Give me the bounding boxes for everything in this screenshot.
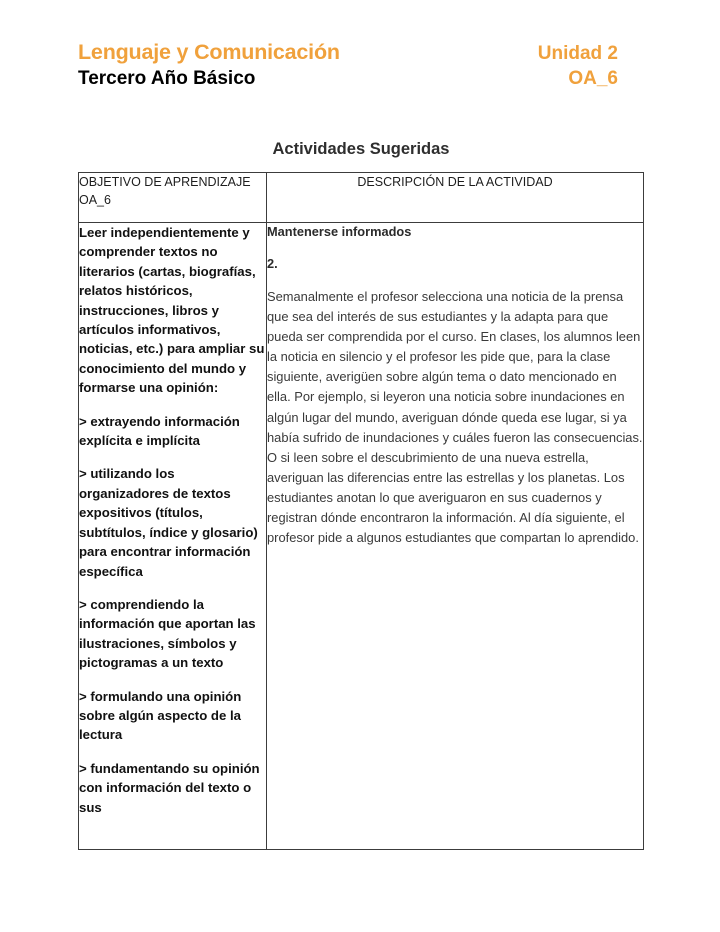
objective-paragraph: > comprendiendo la información que aportan las ilustraciones, símbolos y pictogramas a un texto <box>79 596 256 671</box>
subject-title: Lenguaje y Comunicación <box>78 40 340 64</box>
page-title: Actividades Sugeridas <box>272 140 450 158</box>
activities-table <box>78 172 644 850</box>
description-cell <box>267 223 644 850</box>
table-header-row <box>79 173 644 223</box>
activity-body-text: Semanalmente el profesor selecciona una noticia de la prensa que sea del interés de sus estudiantes y la adapta para que pueda ser comprendida por el curso. En clases, los alumnos leen la noticia en silencio y el profesor les pide que, para la clase siguiente, averigüen sobre algún tema o dato mencionado en ella. Por ejemplo, si leyeron una noticia sobre inundaciones en algún lugar del mundo, averiguan dónde queda ese lugar, si ya había sufrido de inundaciones y cuáles fueron las consecuencias. O si leen sobre el descubrimiento de una nueva estrella, averiguan las diferencias entre las estrellas y los planetas. Los estudiantes anotan lo que averiguaron en sus cuadernos y registran dónde encontraron la información. Al día siguiente, el profesor pide a algunos estudiantes que compartan lo aprendido. <box>267 288 643 546</box>
objective-paragraph: > utilizando los organizadores de textos expositivos (títulos, subtítulos, índice y glosario) para encontrar información específica <box>79 466 258 579</box>
objective-paragraph: > extrayendo información explícita e implícita <box>79 413 240 449</box>
objective-cell <box>79 223 267 850</box>
grade-title: Tercero Año Básico <box>78 68 256 90</box>
column-header-objective: OBJETIVO DE APRENDIZAJE OA_6 <box>79 173 267 223</box>
objective-paragraph: Leer independientemente y comprender textos no literarios (cartas, biografías, relatos históricos, instrucciones, libros y artículos informativos, noticias, etc.) para ampliar su conocimiento del mundo y formarse una opinión: <box>79 225 265 396</box>
document-header <box>78 40 618 91</box>
activity-heading: Mantenerse informados <box>267 224 412 239</box>
table-row <box>79 223 644 850</box>
activity-number: 2. <box>267 255 278 271</box>
unit-label: Unidad 2 <box>537 43 618 64</box>
objective-text <box>79 223 266 817</box>
header-row-primary <box>78 40 618 65</box>
oa-label: OA_6 <box>568 68 618 90</box>
objective-paragraph: > formulando una opinión sobre algún aspecto de la lectura <box>79 688 242 743</box>
column-header-description: DESCRIPCIÓN DE LA ACTIVIDAD <box>267 173 644 223</box>
objective-paragraph: > fundamentando su opinión con información del texto o sus <box>79 760 260 815</box>
header-row-secondary <box>78 68 618 90</box>
